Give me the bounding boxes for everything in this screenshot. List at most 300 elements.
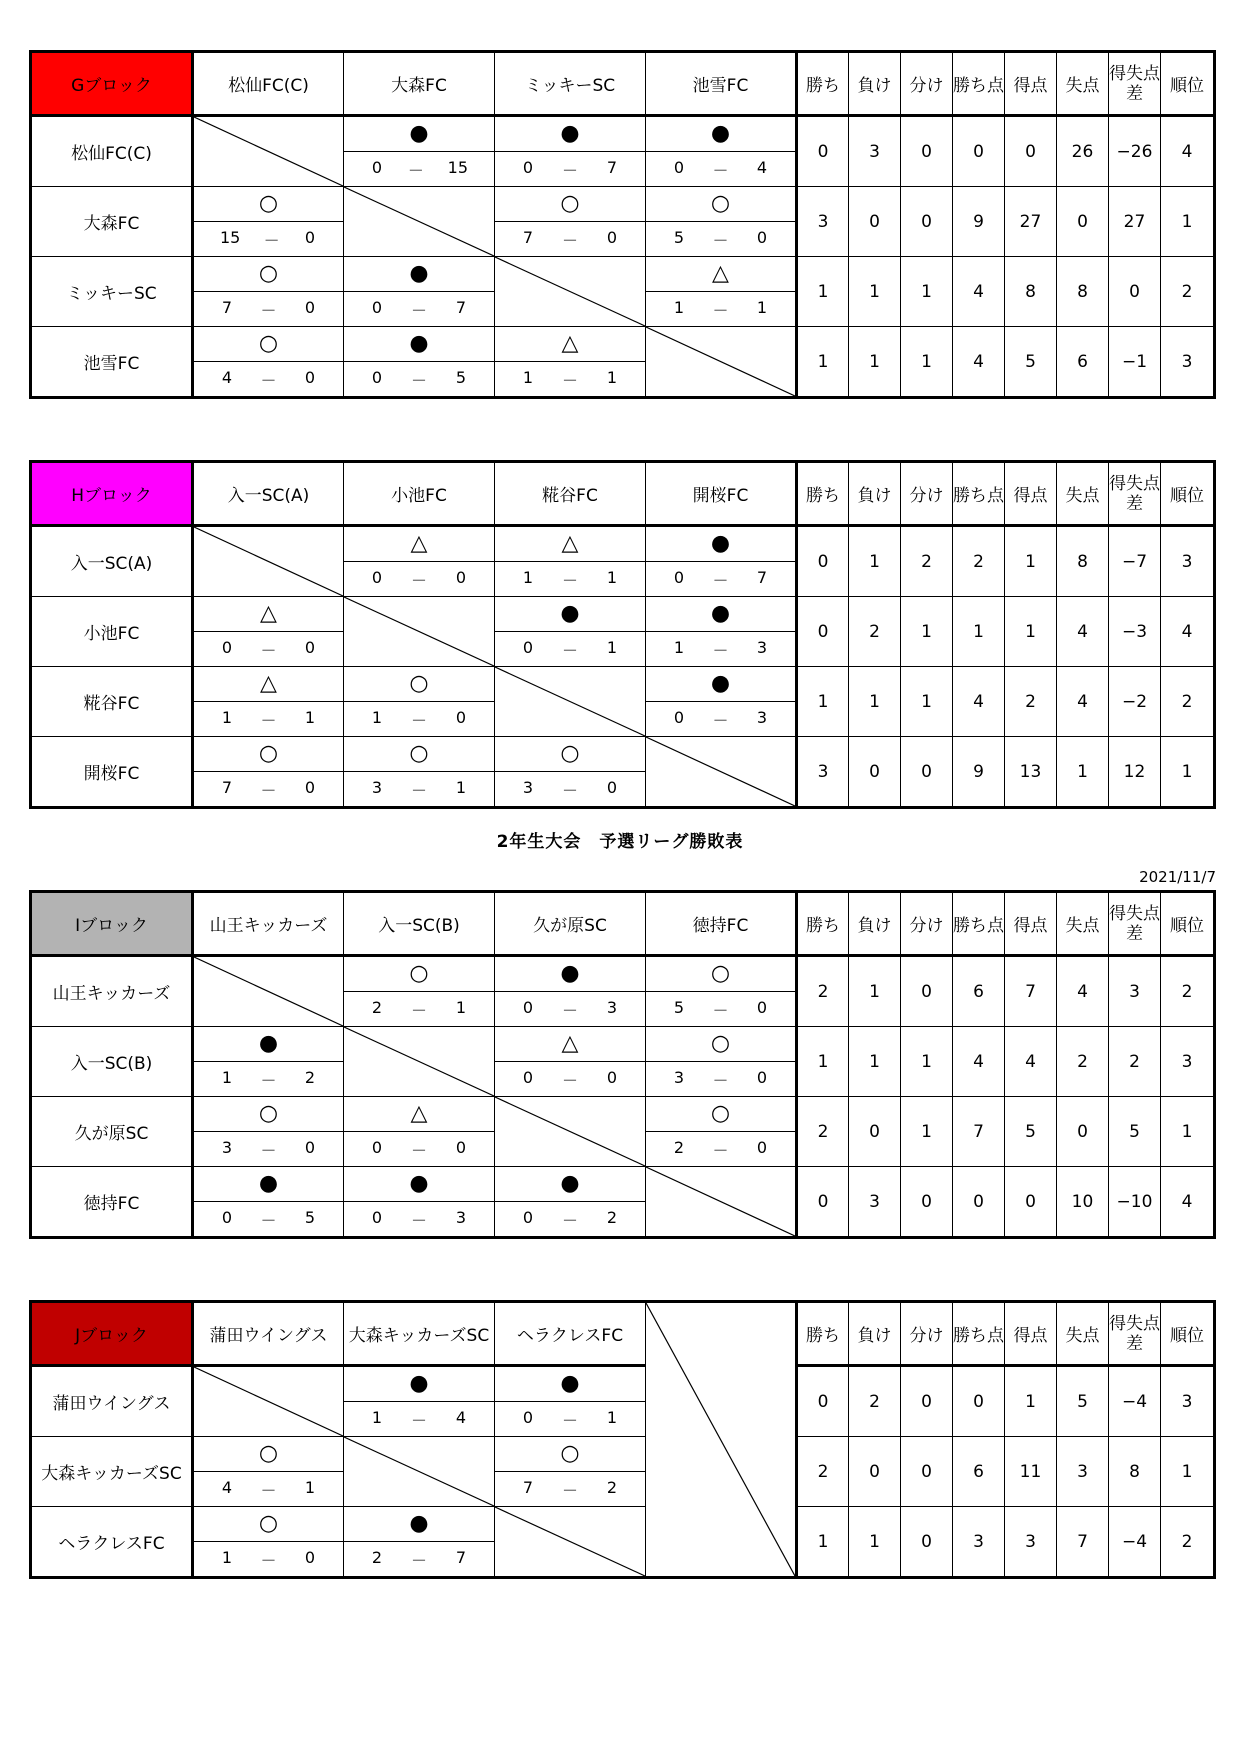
self-match-cell: [646, 737, 797, 808]
score-against: 4: [756, 157, 768, 177]
stat-header: 得失点差: [1109, 462, 1161, 526]
stat-value: 8: [1109, 1437, 1161, 1507]
row-team-name: 大森FC: [31, 187, 193, 257]
self-match-cell: [495, 667, 646, 737]
match-score: [344, 992, 495, 1027]
stat-value: 0: [849, 737, 901, 808]
score-dash: －: [260, 1210, 277, 1230]
score-for: 0: [673, 707, 685, 727]
match-score: [646, 702, 797, 737]
score-against: 0: [455, 567, 467, 587]
score-dash: －: [561, 1210, 578, 1230]
stat-value: 3: [1161, 1027, 1215, 1097]
stat-value: 1: [1005, 597, 1057, 667]
stat-value: −4: [1109, 1366, 1161, 1437]
match-score: [495, 772, 646, 808]
match-result-mark: [495, 737, 646, 772]
match-score: [646, 1062, 797, 1097]
result-mark: ●: [560, 961, 580, 986]
stat-header: 負け: [849, 52, 901, 116]
stat-header: 失点: [1057, 892, 1109, 956]
stat-value: 1: [849, 956, 901, 1027]
match-result-mark: [344, 116, 495, 152]
match-result-mark: [495, 956, 646, 992]
result-mark: ○: [560, 1441, 580, 1466]
stat-value: 0: [849, 1437, 901, 1507]
score-against: 0: [304, 227, 316, 247]
score-for: 7: [522, 227, 534, 247]
match-score: [344, 702, 495, 737]
score-for: 1: [673, 637, 685, 657]
score-dash: －: [410, 1000, 427, 1020]
stat-value: 26: [1057, 116, 1109, 187]
result-mark: ●: [409, 1371, 429, 1396]
score-against: 0: [756, 227, 768, 247]
stat-header: 勝ち: [797, 1302, 849, 1366]
match-score: [344, 1202, 495, 1238]
stat-header: 得点: [1005, 52, 1057, 116]
score-against: 1: [455, 777, 467, 797]
self-match-cell: [193, 526, 344, 597]
self-match-cell: [344, 1437, 495, 1507]
stat-value: 1: [901, 597, 953, 667]
stat-value: 0: [1005, 1167, 1057, 1238]
score-dash: －: [410, 1410, 427, 1430]
match-score: [495, 562, 646, 597]
score-against: 0: [756, 1137, 768, 1157]
stat-value: 1: [901, 327, 953, 398]
stat-value: 2: [953, 526, 1005, 597]
match-result-mark: [193, 737, 344, 772]
score-dash: －: [712, 160, 729, 180]
stat-header: 負け: [849, 462, 901, 526]
row-team-name: 入一SC(B): [31, 1027, 193, 1097]
match-score: [495, 222, 646, 257]
score-dash: －: [260, 710, 277, 730]
result-mark: △: [260, 601, 277, 626]
block-j-table: [29, 1300, 1216, 1579]
score-against: 1: [756, 297, 768, 317]
match-result-mark: [344, 1167, 495, 1202]
stat-value: 3: [953, 1507, 1005, 1578]
match-result-mark: [646, 1097, 797, 1132]
score-for: 15: [220, 227, 241, 247]
diagonal-line: [646, 737, 795, 806]
stat-value: 1: [797, 327, 849, 398]
stat-value: 0: [849, 187, 901, 257]
stat-value: 1: [849, 257, 901, 327]
stat-header: 得点: [1005, 892, 1057, 956]
result-mark: ●: [409, 121, 429, 146]
page-title: 2年生大会 予選リーグ勝敗表: [496, 832, 744, 852]
stat-value: 10: [1057, 1167, 1109, 1238]
stat-value: 4: [1161, 116, 1215, 187]
score-against: 2: [606, 1477, 618, 1497]
stat-value: 1: [849, 1027, 901, 1097]
score-dash: －: [263, 230, 280, 250]
stat-value: 0: [901, 1507, 953, 1578]
result-mark: △: [410, 531, 428, 556]
stat-value: 0: [797, 1366, 849, 1437]
stat-value: 1: [797, 667, 849, 737]
score-dash: －: [712, 640, 729, 660]
match-result-mark: [646, 187, 797, 222]
match-result-mark: [344, 667, 495, 702]
block-g-table: [29, 50, 1216, 399]
stat-value: 2: [797, 1437, 849, 1507]
score-against: 1: [304, 707, 316, 727]
score-dash: －: [260, 300, 277, 320]
match-score: [193, 702, 344, 737]
column-team-name: 大森FC: [344, 52, 495, 116]
result-mark: ●: [409, 1171, 429, 1196]
stat-value: 0: [849, 1097, 901, 1167]
stat-value: 2: [1161, 1507, 1215, 1578]
score-against: 7: [756, 567, 768, 587]
stat-value: 0: [953, 116, 1005, 187]
stat-header: 勝ち点: [953, 52, 1005, 116]
score-dash: －: [561, 1000, 578, 1020]
league-table: [29, 890, 1216, 1239]
match-result-mark: [193, 187, 344, 222]
stat-value: 0: [1057, 1097, 1109, 1167]
stat-value: 8: [1005, 257, 1057, 327]
match-score: [646, 222, 797, 257]
score-dash: －: [561, 780, 578, 800]
match-result-mark: [646, 667, 797, 702]
match-result-mark: [646, 526, 797, 562]
diagonal-line: [646, 1167, 795, 1236]
match-score: [646, 992, 797, 1027]
score-for: 0: [371, 297, 383, 317]
match-result-mark: [646, 956, 797, 992]
result-mark: ●: [409, 1511, 429, 1536]
score-against: 0: [455, 1137, 467, 1157]
score-for: 1: [371, 707, 383, 727]
score-for: 1: [221, 1067, 233, 1087]
score-dash: －: [561, 640, 578, 660]
row-team-name: 小池FC: [31, 597, 193, 667]
result-mark: ○: [258, 1441, 279, 1466]
league-table: [29, 460, 1216, 809]
score-for: 1: [522, 567, 534, 587]
diagonal-line: [646, 1303, 795, 1576]
score-against: 4: [455, 1407, 467, 1427]
stat-value: 2: [1161, 667, 1215, 737]
match-score: [495, 1202, 646, 1238]
row-team-name: 大森キッカーズSC: [31, 1437, 193, 1507]
column-team-name: ミッキーSC: [495, 52, 646, 116]
match-result-mark: [193, 667, 344, 702]
stat-header: 失点: [1057, 462, 1109, 526]
stat-value: 4: [1057, 956, 1109, 1027]
block-name: Gブロック: [31, 52, 193, 116]
stat-header: 分け: [901, 892, 953, 956]
match-result-mark: [344, 257, 495, 292]
empty-cell: [646, 1302, 797, 1578]
score-dash: －: [561, 1410, 578, 1430]
match-score: [193, 772, 344, 808]
match-score: [495, 1402, 646, 1437]
stat-value: 3: [849, 1167, 901, 1238]
match-result-mark: [344, 526, 495, 562]
stat-value: 1: [901, 667, 953, 737]
stat-value: 4: [953, 667, 1005, 737]
match-result-mark: [495, 597, 646, 632]
result-mark: ○: [710, 191, 731, 216]
match-result-mark: [344, 737, 495, 772]
score-for: 0: [522, 637, 534, 657]
stat-value: 1: [849, 526, 901, 597]
score-against: 2: [606, 1207, 618, 1227]
stat-value: 3: [797, 737, 849, 808]
score-for: 5: [673, 997, 685, 1017]
stat-header: 得点: [1005, 1302, 1057, 1366]
score-dash: －: [561, 1070, 578, 1090]
score-for: 7: [522, 1477, 534, 1497]
result-mark: △: [712, 261, 729, 286]
stat-value: 0: [1005, 116, 1057, 187]
match-result-mark: [193, 1027, 344, 1062]
result-mark: ●: [409, 261, 429, 286]
match-result-mark: [646, 1027, 797, 1062]
row-team-name: 久が原SC: [31, 1097, 193, 1167]
score-against: 1: [455, 997, 467, 1017]
result-mark: △: [410, 1101, 428, 1126]
stat-value: 9: [953, 187, 1005, 257]
stat-value: 12: [1109, 737, 1161, 808]
stat-header: 分け: [901, 462, 953, 526]
score-against: 3: [756, 637, 768, 657]
stat-value: −1: [1109, 327, 1161, 398]
match-score: [193, 1062, 344, 1097]
match-score: [646, 562, 797, 597]
stat-value: 2: [849, 1366, 901, 1437]
score-against: 0: [756, 997, 768, 1017]
match-score: [193, 362, 344, 398]
score-for: 0: [371, 1207, 383, 1227]
stat-value: 13: [1005, 737, 1057, 808]
row-team-name: 開桜FC: [31, 737, 193, 808]
diagonal-line: [495, 667, 645, 736]
stat-header: 失点: [1057, 1302, 1109, 1366]
score-for: 3: [371, 777, 383, 797]
stat-value: 2: [1109, 1027, 1161, 1097]
diagonal-line: [344, 1027, 494, 1096]
stat-value: 2: [797, 1097, 849, 1167]
match-result-mark: [193, 1437, 344, 1472]
stat-value: 0: [901, 187, 953, 257]
stat-value: 2: [1057, 1027, 1109, 1097]
stat-value: 1: [901, 1097, 953, 1167]
score-against: 0: [606, 1067, 618, 1087]
stat-value: 0: [953, 1167, 1005, 1238]
column-team-name: ヘラクレスFC: [495, 1302, 646, 1366]
result-mark: ●: [258, 1031, 279, 1056]
match-result-mark: [646, 257, 797, 292]
stat-value: 5: [1057, 1366, 1109, 1437]
score-for: 3: [221, 1137, 233, 1157]
match-score: [193, 632, 344, 667]
stat-value: 3: [849, 116, 901, 187]
stat-value: 3: [1109, 956, 1161, 1027]
match-score: [495, 362, 646, 398]
stat-value: 8: [1057, 257, 1109, 327]
self-match-cell: [495, 1097, 646, 1167]
stat-value: 0: [1057, 187, 1109, 257]
match-result-mark: [344, 1097, 495, 1132]
stat-value: 6: [953, 1437, 1005, 1507]
score-dash: －: [260, 640, 277, 660]
row-team-name: 糀谷FC: [31, 667, 193, 737]
stat-value: 1: [953, 597, 1005, 667]
stat-value: −7: [1109, 526, 1161, 597]
match-result-mark: [193, 257, 344, 292]
stat-header: 勝ち: [797, 892, 849, 956]
row-team-name: 入一SC(A): [31, 526, 193, 597]
match-score: [193, 1132, 344, 1167]
league-table: [29, 1300, 1216, 1579]
match-score: [646, 152, 797, 187]
stat-value: −2: [1109, 667, 1161, 737]
diagonal-line: [194, 527, 343, 596]
score-for: 5: [673, 227, 685, 247]
self-match-cell: [495, 1507, 646, 1578]
match-result-mark: [193, 1097, 344, 1132]
score-against: 7: [455, 1547, 467, 1567]
score-dash: －: [712, 230, 729, 250]
stat-value: 2: [901, 526, 953, 597]
row-team-name: ヘラクレスFC: [31, 1507, 193, 1578]
score-for: 0: [522, 157, 534, 177]
self-match-cell: [344, 597, 495, 667]
score-for: 0: [371, 1137, 383, 1157]
stat-value: 4: [953, 257, 1005, 327]
stat-value: 7: [1005, 956, 1057, 1027]
match-result-mark: [495, 187, 646, 222]
result-mark: ○: [710, 1031, 731, 1056]
match-score: [646, 292, 797, 327]
stat-header: 得失点差: [1109, 52, 1161, 116]
match-score: [193, 222, 344, 257]
diagonal-line: [495, 257, 645, 326]
result-mark: ●: [560, 1171, 580, 1196]
diagonal-line: [646, 327, 795, 396]
diagonal-line: [344, 597, 494, 666]
score-dash: －: [410, 370, 427, 390]
stat-value: 1: [849, 327, 901, 398]
column-team-name: 蒲田ウイングス: [193, 1302, 344, 1366]
diagonal-line: [194, 117, 343, 186]
stat-value: 3: [1057, 1437, 1109, 1507]
match-result-mark: [495, 1437, 646, 1472]
stat-value: 2: [1161, 956, 1215, 1027]
block-h-table: [29, 460, 1216, 809]
date-label: 2021/11/7: [1139, 868, 1216, 886]
stat-value: 1: [849, 667, 901, 737]
score-dash: －: [561, 230, 578, 250]
match-score: [495, 1062, 646, 1097]
self-match-cell: [193, 116, 344, 187]
score-for: 4: [221, 1477, 233, 1497]
score-dash: －: [410, 1140, 427, 1160]
score-against: 7: [606, 157, 618, 177]
stat-value: 3: [1161, 1366, 1215, 1437]
self-match-cell: [495, 257, 646, 327]
stat-value: 4: [953, 1027, 1005, 1097]
score-for: 1: [371, 1407, 383, 1427]
self-match-cell: [193, 956, 344, 1027]
stat-value: 3: [1005, 1507, 1057, 1578]
stat-value: 1: [849, 1507, 901, 1578]
result-mark: ○: [409, 741, 429, 766]
stat-header: 分け: [901, 1302, 953, 1366]
score-for: 2: [371, 997, 383, 1017]
match-score: [344, 1542, 495, 1578]
score-against: 0: [606, 777, 618, 797]
score-against: 0: [606, 227, 618, 247]
stat-value: 0: [953, 1366, 1005, 1437]
score-dash: －: [712, 1070, 729, 1090]
score-for: 4: [221, 367, 233, 387]
stat-value: 8: [1057, 526, 1109, 597]
stat-header: 勝ち点: [953, 892, 1005, 956]
score-against: 0: [455, 707, 467, 727]
column-team-name: 徳持FC: [646, 892, 797, 956]
stat-value: 2: [1005, 667, 1057, 737]
score-against: 1: [606, 1407, 618, 1427]
score-against: 0: [304, 1137, 316, 1157]
stat-value: −10: [1109, 1167, 1161, 1238]
stat-value: 1: [797, 1027, 849, 1097]
stat-value: −3: [1109, 597, 1161, 667]
score-for: 2: [371, 1547, 383, 1567]
score-against: 0: [304, 367, 316, 387]
match-result-mark: [344, 956, 495, 992]
row-team-name: 山王キッカーズ: [31, 956, 193, 1027]
score-dash: －: [407, 160, 424, 180]
self-match-cell: [344, 1027, 495, 1097]
score-dash: －: [712, 300, 729, 320]
stat-header: 得点: [1005, 462, 1057, 526]
stat-value: 3: [1161, 327, 1215, 398]
stat-value: 1: [1161, 737, 1215, 808]
result-mark: △: [561, 331, 579, 356]
score-against: 5: [455, 367, 467, 387]
stat-value: 0: [901, 116, 953, 187]
result-mark: ●: [710, 121, 731, 146]
stat-header: 分け: [901, 52, 953, 116]
result-mark: ○: [258, 331, 279, 356]
score-dash: －: [410, 570, 427, 590]
diagonal-line: [495, 1097, 645, 1166]
stat-value: 1: [1161, 1437, 1215, 1507]
score-for: 0: [673, 157, 685, 177]
score-dash: －: [712, 570, 729, 590]
result-mark: ○: [258, 741, 279, 766]
stat-value: 5: [1109, 1097, 1161, 1167]
stat-value: −4: [1109, 1507, 1161, 1578]
column-team-name: 池雪FC: [646, 52, 797, 116]
stat-value: 1: [797, 1507, 849, 1578]
stat-value: 0: [901, 1366, 953, 1437]
block-i-table: [29, 890, 1216, 1239]
score-for: 0: [673, 567, 685, 587]
stat-header: 失点: [1057, 52, 1109, 116]
score-for: 0: [371, 367, 383, 387]
score-for: 1: [221, 707, 233, 727]
match-result-mark: [646, 116, 797, 152]
